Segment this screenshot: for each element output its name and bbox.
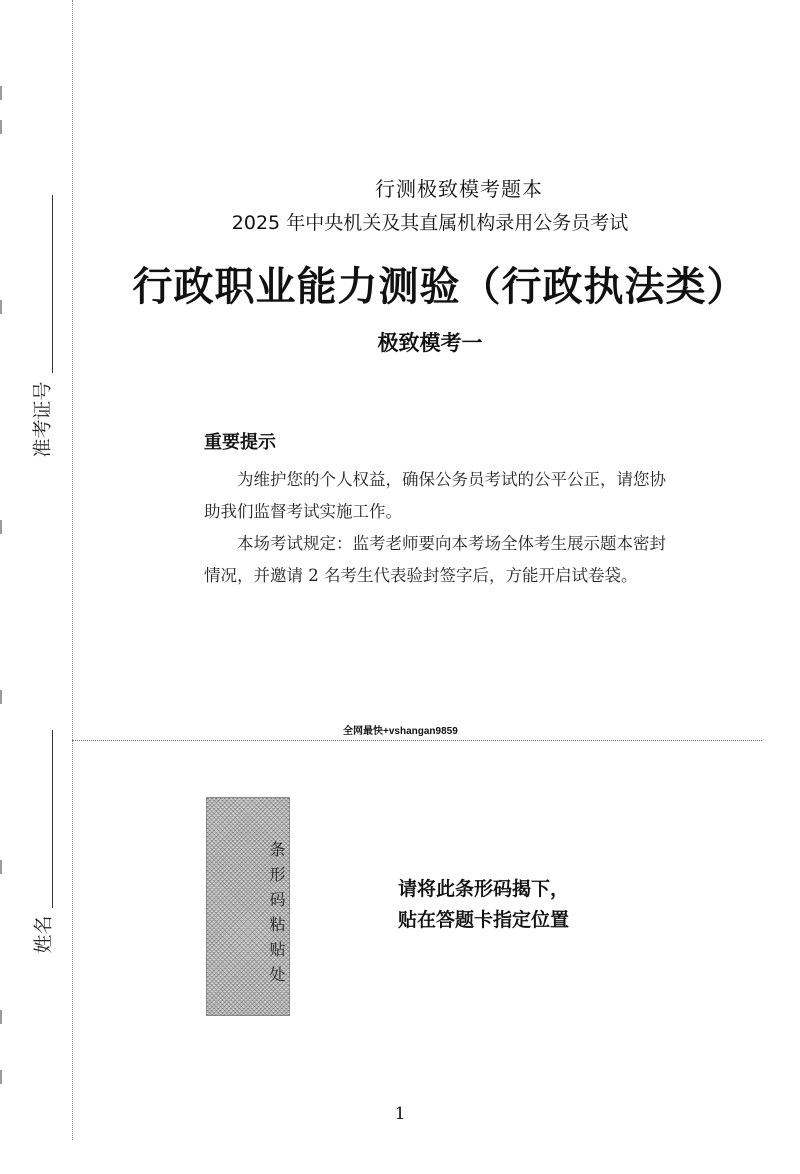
barcode-instruction-line: 请将此条形码揭下，: [398, 878, 570, 900]
name-line: [52, 730, 53, 908]
exam-name: 2025 年中央机关及其直属机构录用公务员考试: [231, 212, 629, 234]
binding-dotted-line: [72, 0, 73, 1140]
barcode-instruction-line: 贴在答题卡指定位置: [398, 909, 570, 931]
cut-line: [72, 740, 762, 741]
notice-heading: 重要提示: [204, 432, 276, 453]
name-label: 姓名: [32, 915, 55, 954]
admission-ticket-label: 准考证号: [31, 381, 54, 458]
page-number: 1: [394, 1104, 406, 1124]
barcode-area: [206, 797, 290, 1016]
mock-label: 极致模考一: [377, 331, 483, 355]
watermark: 全网最快+vshangan9859: [343, 726, 458, 737]
series-title: 行测极致模考题本: [375, 177, 543, 201]
barcode-area-label: 条形码粘贴处: [267, 841, 286, 991]
barcode-instruction: [398, 874, 569, 936]
notice-body: [204, 464, 674, 592]
notice-paragraph: 本场考试规定：监考老师要向本考场全体考生展示题本密封情况，并邀请 2 名考生代表验封签字后，方能开启试卷袋。: [204, 534, 666, 585]
subject-title: 行政职业能力测验（行政执法类）: [132, 263, 748, 310]
notice-paragraph: 为维护您的个人权益，确保公务员考试的公平公正，请您协助我们监督考试实施工作。: [204, 470, 666, 521]
